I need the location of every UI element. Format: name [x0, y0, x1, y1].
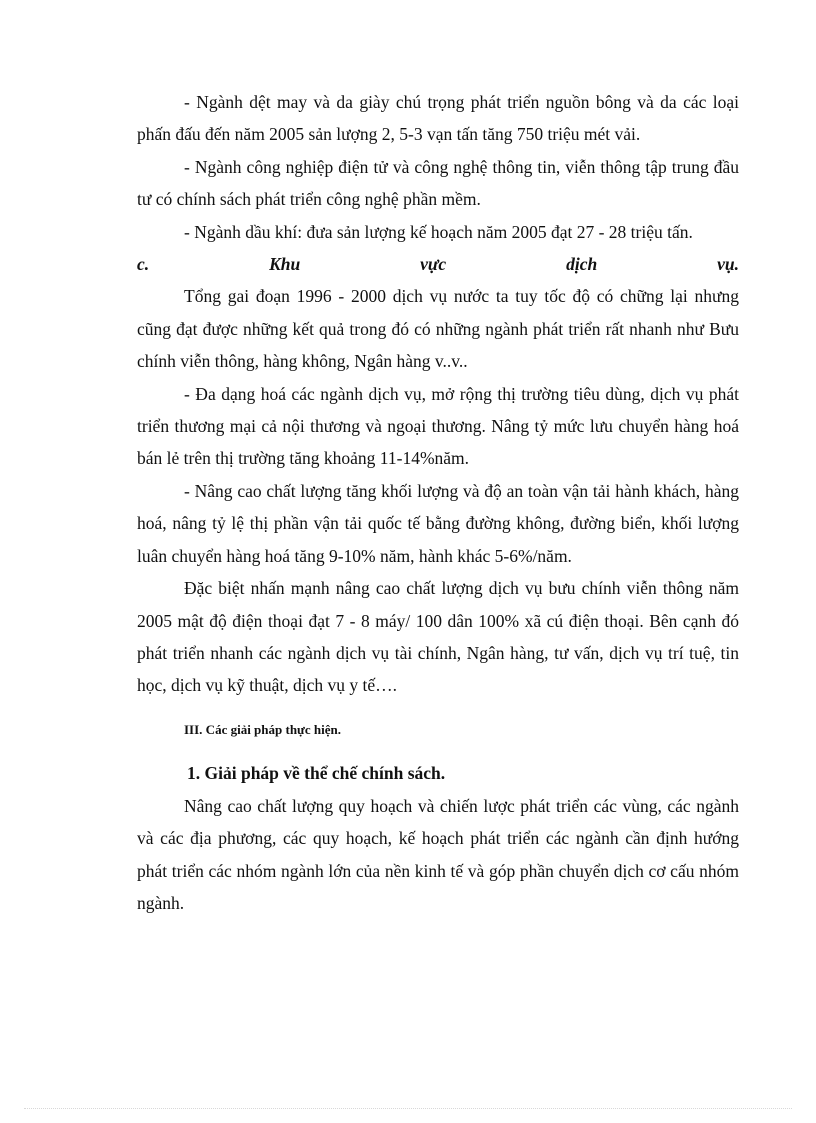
paragraph-transport: - Nâng cao chất lượng tăng khối lượng và độ an toàn vận tải hành khách, hàng hoá, nâng tỷ lệ thị phần vận tải quốc tế bằng đường không, đường biển, khối lượng luân chuyển hàng hoá tăng 9-10% năm, hành khác 5-6%/năm. [137, 480, 739, 566]
section-title: III. Các giải pháp thực hiện. [184, 721, 341, 737]
subheading-services: c. Khu vực dịch vụ. [137, 254, 739, 275]
paragraph-textile: - Ngành dệt may và da giày chú trọng phát triển nguồn bông và da các loại phấn đấu đến năm 2005 sản lượng 2, 5-3 vạn tấn tăng 750 triệu mét vải. [137, 92, 739, 145]
paragraph-telecom: Đặc biệt nhấn mạnh nâng cao chất lượng dịch vụ bưu chính viễn thông năm 2005 mật độ điện thoại đạt 7 - 8 máy/ 100 dân 100% xã cú điện thoại. Bên cạnh đó phát triển nhanh các ngành dịch vụ tài chính, Ngân hàng, tư vấn, dịch vụ trí tuệ, tin học, dịch vụ kỹ thuật, dịch vụ y tế…. [137, 578, 739, 696]
paragraph-oil-gas: - Ngành dầu khí: đưa sản lượng kế hoạch năm 2005 đạt 27 - 28 triệu tấn. [184, 221, 693, 242]
paragraph-electronics: - Ngành công nghiệp điện tử và công nghệ thông tin, viễn thông tập trung đầu tư có chính sách phát triển công nghệ phần mềm. [137, 156, 739, 210]
paragraph-planning: Nâng cao chất lượng quy hoạch và chiến lược phát triển các vùng, các ngành và các địa phương, các quy hoạch, kế hoạch phát triển các ngành cần định hướng phát triển các nhóm ngành lớn của nền kinh tế và góp phần chuyển dịch cơ cấu nhóm ngành. [137, 795, 739, 913]
footer-divider [24, 1108, 792, 1109]
heading-policy-solutions: 1. Giải pháp về thể chế chính sách. [187, 762, 446, 783]
document-page [137, 86, 739, 919]
paragraph-services-overview: Tổng gai đoạn 1996 - 2000 dịch vụ nước ta tuy tốc độ có chững lại nhưng cũng đạt được những kết quả trong đó có những ngành phát triển rất nhanh như Bưu chính viễn thông, hàng không, Ngân hàng v..v.. [137, 286, 739, 372]
paragraph-services-diversify: - Đa dạng hoá các ngành dịch vụ, mở rộng thị trường tiêu dùng, dịch vụ phát triển thương mại cả nội thương và ngoại thương. Nâng tỷ mức lưu chuyển hàng hoá bán lẻ trên thị trường tăng khoảng 11-14%năm. [137, 383, 739, 469]
